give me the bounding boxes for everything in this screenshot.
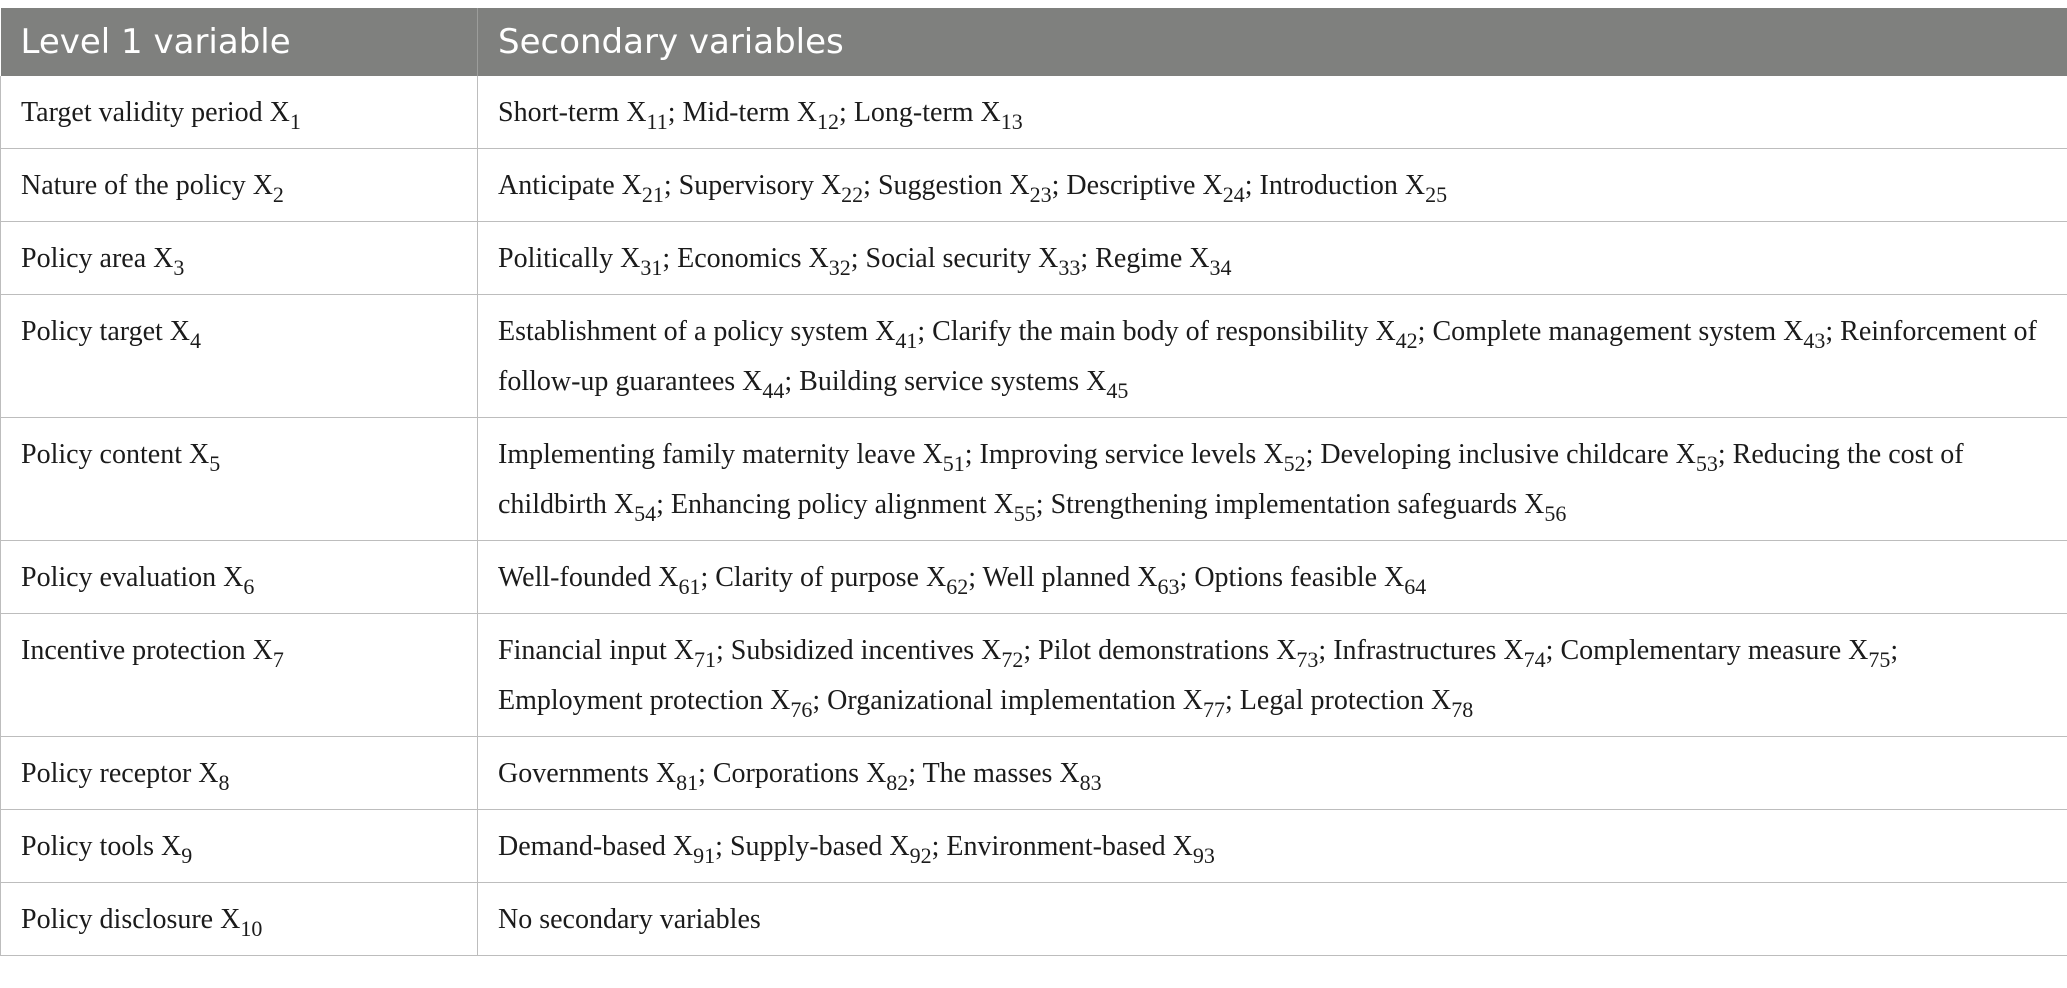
secondary-variable-label: Supply-based X [729,831,910,862]
secondary-variable-subscript: 76 [790,697,813,722]
secondary-variable-label: Introduction X [1259,170,1426,201]
table-row [1,541,2067,614]
secondary-variable-subscript: 33 [1058,255,1081,280]
level1-variable-cell [1,295,478,418]
secondary-variable-label: Descriptive X [1066,170,1223,201]
secondary-variable-label: Environment-based X [946,831,1193,862]
secondary-variable-subscript: 82 [886,770,909,795]
level1-variable-cell [1,418,478,541]
secondary-variable-subscript: 62 [946,574,969,599]
secondary-variable-label: Enhancing policy alignment X [670,489,1014,520]
secondary-variables-cell: Governments $X_{81}$; Corporations $X_{82}$; The masses $X_{83}$ [478,737,2067,810]
secondary-variables-cell: Financial input $X_{71}$; Subsidized incentives $X_{72}$; Pilot demonstrations $X_{73}$; Infrastructures $X_{74}$; Complementary measure $X_{75}$; Employment protection $X_{76}$; Organizational implementation $X_{77}$; Legal protection $X_{78}$ [478,614,2067,737]
secondary-variable-label: Governments X [498,758,677,789]
secondary-variable-subscript: 23 [1029,182,1052,207]
secondary-variable-label: Long-term X [853,97,1001,128]
secondary-variables-cell: Anticipate $X_{21}$; Supervisory $X_{22}$; Suggestion $X_{23}$; Descriptive $X_{24}$; Introduction $X_{25}$ [478,149,2067,222]
secondary-variable-label: Suggestion X [877,170,1030,201]
header-row [1,8,2067,76]
secondary-variable-subscript: 53 [1695,451,1718,476]
secondary-variables-cell: Implementing family maternity leave $X_{51}$; Improving service levels $X_{52}$; Developing inclusive childcare $X_{53}$; Reducing the cost of childbirth $X_{54}$; Enhancing policy alignment $X_{55}$; Strengthening implementation safeguards $X_{56}$ [478,418,2067,541]
level1-variable-label: Nature of the policy X [21,170,273,201]
secondary-variable-subscript: 56 [1544,501,1567,526]
secondary-variable-subscript: 71 [693,647,716,672]
level1-variable-label: Policy area X [21,243,174,274]
secondary-variables-cell: Politically $X_{31}$; Economics $X_{32}$; Social security $X_{33}$; Regime $X_{34}$ [478,222,2067,295]
secondary-variable-label: Pilot demonstrations X [1038,635,1297,666]
level1-variable-cell [1,737,478,810]
table-row [1,222,2067,295]
secondary-variable-label: Reinforcement of follow-up guarantees X [498,316,2037,397]
secondary-variable-subscript: 93 [1192,843,1215,868]
table-row [1,614,2067,737]
secondary-variables-cell [478,883,2067,956]
secondary-variable-label: Reducing the cost of childbirth X [498,439,1964,520]
level1-variable-label: Incentive protection X [21,635,273,666]
secondary-variable-label: Subsidized incentives X [730,635,1002,666]
level1-variable-label: Policy evaluation X [21,562,244,593]
level1-variable-cell [1,810,478,883]
secondary-variable-label: No secondary variables [498,904,761,935]
secondary-variable-subscript: 52 [1283,451,1306,476]
level1-variable-subscript: 2 [272,182,284,207]
secondary-variable-subscript: 34 [1209,255,1232,280]
secondary-variable-subscript: 91 [693,843,716,868]
table-body [1,76,2067,956]
secondary-variable-subscript: 72 [1001,647,1024,672]
secondary-variable-subscript: 63 [1157,574,1180,599]
level1-variable-subscript: 5 [209,451,221,476]
table-row [1,810,2067,883]
level1-variable-cell [1,614,478,737]
secondary-variable-label: Demand-based X [498,831,694,862]
secondary-variable-label: Politically X [498,243,641,274]
secondary-variable-subscript: 64 [1404,574,1427,599]
secondary-variable-label: Economics X [677,243,829,274]
secondary-variable-label: Strengthening implementation safeguards X [1050,489,1545,520]
secondary-variable-subscript: 42 [1395,328,1418,353]
level1-variable-cell [1,541,478,614]
secondary-variable-label: Clarify the main body of responsibility X [932,316,1396,347]
table-row [1,737,2067,810]
secondary-variable-label: Well planned X [982,562,1158,593]
secondary-variable-label: Corporations X [712,758,887,789]
secondary-variable-label: Regime X [1095,243,1210,274]
secondary-variable-label: Building service systems X [799,366,1107,397]
secondary-variable-subscript: 92 [909,843,932,868]
secondary-variable-subscript: 22 [841,182,864,207]
header-secondary: Secondary variables [478,8,2067,76]
secondary-variable-label: Complete management system X [1432,316,1804,347]
header-level1: Level 1 variable [1,8,478,76]
secondary-variable-label: Anticipate X [498,170,642,201]
secondary-variables-cell: Well-founded $X_{61}$; Clarity of purpose $X_{62}$; Well planned $X_{63}$; Options feasible $X_{64}$ [478,541,2067,614]
secondary-variable-subscript: 83 [1079,770,1102,795]
secondary-variable-label: Options feasible X [1194,562,1405,593]
level1-variable-label: Policy disclosure X [21,904,241,935]
secondary-variable-subscript: 55 [1013,501,1036,526]
secondary-variable-subscript: 43 [1803,328,1826,353]
secondary-variable-label: Employment protection X [498,685,791,716]
secondary-variable-subscript: 41 [895,328,918,353]
secondary-variable-subscript: 45 [1106,378,1129,403]
secondary-variable-subscript: 51 [942,451,965,476]
secondary-variable-label: Financial input X [498,635,694,666]
secondary-variable-subscript: 12 [817,109,840,134]
table-row [1,76,2067,149]
secondary-variable-subscript: 31 [640,255,663,280]
level1-variable-label: Policy target X [21,316,191,347]
secondary-variable-subscript: 21 [641,182,664,207]
secondary-variable-subscript: 13 [1000,109,1023,134]
level1-variable-label: Policy receptor X [21,758,219,789]
secondary-variable-label: Legal protection X [1239,685,1452,716]
level1-variable-label: Target validity period X [21,97,290,128]
level1-variable-subscript: 10 [240,916,263,941]
table-row [1,883,2067,956]
secondary-variable-subscript: 54 [634,501,657,526]
level1-variable-label: Policy content X [21,439,210,470]
level1-variable-subscript: 8 [218,770,230,795]
secondary-variable-label: Complementary measure X [1560,635,1869,666]
secondary-variable-label: Mid-term X [682,97,818,128]
secondary-variable-label: Well-founded X [498,562,679,593]
secondary-variable-label: Improving service levels X [979,439,1284,470]
secondary-variable-label: The masses X [922,758,1080,789]
secondary-variable-label: Supervisory X [678,170,842,201]
secondary-variable-label: Social security X [865,243,1059,274]
secondary-variable-subscript: 75 [1868,647,1891,672]
table-row [1,295,2067,418]
level1-variable-cell [1,883,478,956]
secondary-variable-label: Organizational implementation X [827,685,1203,716]
level1-variable-cell [1,222,478,295]
secondary-variable-label: Infrastructures X [1333,635,1524,666]
secondary-variable-label: Implementing family maternity leave X [498,439,943,470]
level1-variable-cell [1,149,478,222]
level1-variable-subscript: 4 [190,328,202,353]
level1-variable-subscript: 6 [243,574,255,599]
variables-table [0,8,2067,956]
level1-variable-subscript: 3 [173,255,185,280]
secondary-variable-subscript: 81 [676,770,699,795]
secondary-variable-label: Establishment of a policy system X [498,316,896,347]
secondary-variable-subscript: 11 [646,109,668,134]
secondary-variable-label: Short-term X [498,97,647,128]
secondary-variable-subscript: 77 [1203,697,1225,722]
secondary-variables-cell: Demand-based $X_{91}$; Supply-based $X_{92}$; Environment-based $X_{93}$ [478,810,2067,883]
secondary-variables-cell: Establishment of a policy system $X_{41}$; Clarify the main body of responsibility $X_{42}$; Complete management system $X_{43}$; Reinforcement of follow-up guarantees $X_{44}$; Building service systems $X_{45}$ [478,295,2067,418]
secondary-variable-label: Developing inclusive childcare X [1320,439,1696,470]
secondary-variable-subscript: 73 [1296,647,1319,672]
secondary-variable-subscript: 25 [1425,182,1448,207]
level1-variable-label: Policy tools X [21,831,182,862]
secondary-variable-subscript: 61 [678,574,701,599]
level1-variable-subscript: 7 [272,647,284,672]
level1-variable-subscript: 9 [181,843,193,868]
table-row [1,418,2067,541]
secondary-variable-subscript: 74 [1523,647,1546,672]
secondary-variable-subscript: 78 [1451,697,1474,722]
secondary-variable-subscript: 24 [1222,182,1245,207]
table-row [1,149,2067,222]
secondary-variables-cell: Short-term $X_{11}$; Mid-term $X_{12}$; Long-term $X_{13}$ [478,76,2067,149]
secondary-variable-subscript: 44 [762,378,785,403]
variables-table-container [0,8,2067,956]
table-header [1,8,2067,76]
level1-variable-subscript: 1 [289,109,301,134]
level1-variable-cell [1,76,478,149]
secondary-variable-subscript: 32 [828,255,851,280]
secondary-variable-label: Clarity of purpose X [715,562,947,593]
